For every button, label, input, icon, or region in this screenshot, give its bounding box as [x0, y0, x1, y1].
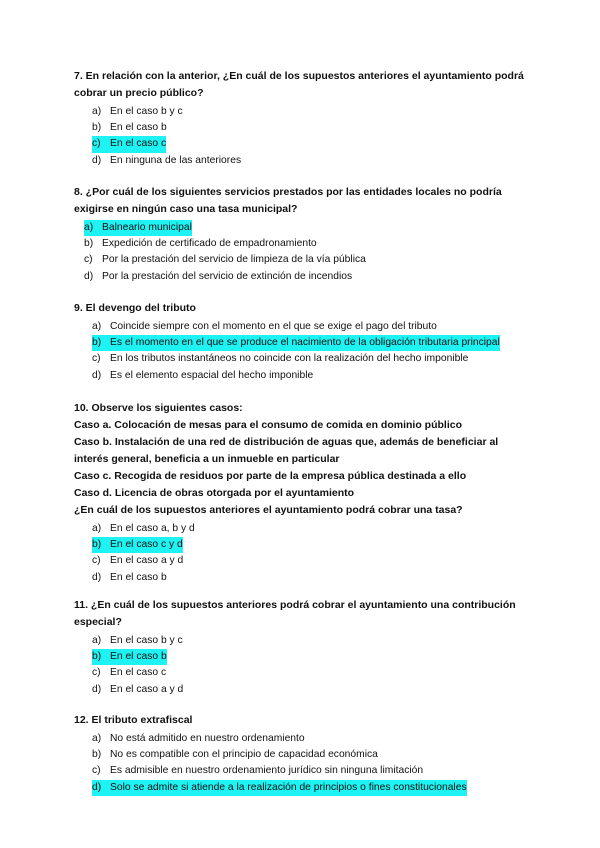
question-title: 11. ¿En cuál de los supuestos anteriores podrá cobrar el ayuntamiento una contribución especial? — [74, 599, 516, 628]
question-title: 10. Observe los siguientes casos: — [74, 402, 243, 414]
option-d: d) Es el elemento espacial del hecho imponible — [92, 369, 314, 381]
option-c: c) Por la prestación del servicio de limpieza de la vía pública — [84, 254, 366, 266]
options-list — [74, 633, 534, 698]
option-d: d) Por la prestación del servicio de extinción de incendios — [84, 270, 353, 282]
option-d-highlighted: d) Solo se admite si atiende a la realización de principios o fines constitucionales — [74, 780, 534, 796]
option-c-highlighted: c) En el caso c — [74, 136, 534, 152]
options-list — [74, 220, 534, 285]
options-list — [74, 104, 534, 169]
option-a: a) En el caso a, b y d — [92, 523, 195, 534]
question-10 — [74, 400, 534, 586]
option-b-highlighted: b) Es el momento en el que se produce el nacimiento de la obligación tributaria principal — [74, 335, 534, 351]
option-c: c) En el caso a y d — [92, 555, 184, 567]
question-7 — [74, 68, 534, 169]
case-d: Caso d. Licencia de obras otorgada por el ayuntamiento — [74, 487, 355, 499]
question-title: 12. El tributo extrafiscal — [74, 714, 193, 726]
case-c: Caso c. Recogida de residuos por parte de la empresa pública destinada a ello — [74, 470, 467, 482]
question-prompt: ¿En cuál de los supuestos anteriores el ayuntamiento podrá cobrar una tasa? — [74, 504, 463, 516]
option-c: c) En el caso c — [92, 667, 167, 679]
option-a: a) No está admitido en nuestro ordenamiento — [92, 733, 305, 744]
case-a: Caso a. Colocación de mesas para el consumo de comida en dominio público — [74, 419, 463, 431]
question-title: 9. El devengo del tributo — [74, 302, 196, 314]
option-a: a) Coincide siempre con el momento en el que se exige el pago del tributo — [92, 321, 437, 332]
option-d: d) En el caso b — [92, 571, 167, 583]
option-b-highlighted: b) En el caso c y d — [74, 537, 534, 553]
question-8 — [74, 184, 534, 285]
question-title: 8. ¿Por cuál de los siguientes servicios prestados por las entidades locales no podría exigirse en ningún caso una tasa municipal? — [74, 186, 502, 215]
question-11 — [74, 597, 534, 698]
options-list — [74, 731, 534, 796]
option-b: b) En el caso b — [92, 122, 167, 134]
question-title: 7. En relación con la anterior, ¿En cuál de los supuestos anteriores el ayuntamiento podrá cobrar un precio público? — [74, 70, 524, 99]
question-12 — [74, 712, 534, 796]
option-b: b) Expedición de certificado de empadronamiento — [84, 238, 317, 250]
case-b: Caso b. Instalación de una red de distribución de aguas que, además de beneficiar al interés general, beneficia a un inmueble en particular — [74, 436, 499, 465]
option-c: c) Es admisible en nuestro ordenamiento jurídico sin ninguna limitación — [92, 765, 424, 777]
option-d: d) En ninguna de las anteriores — [92, 154, 242, 166]
option-b-highlighted: b) En el caso b — [74, 649, 534, 665]
option-a-highlighted: a) Balneario municipal — [74, 220, 534, 236]
option-d: d) En el caso a y d — [92, 683, 184, 695]
option-a: a) En el caso b y c — [92, 106, 183, 117]
question-9 — [74, 300, 534, 384]
options-list — [74, 521, 534, 586]
options-list — [74, 319, 534, 384]
option-b: b) No es compatible con el principio de capacidad económica — [92, 749, 378, 761]
option-a: a) En el caso b y c — [92, 635, 183, 646]
option-c: c) En los tributos instantáneos no coincide con la realización del hecho imponible — [92, 353, 469, 365]
